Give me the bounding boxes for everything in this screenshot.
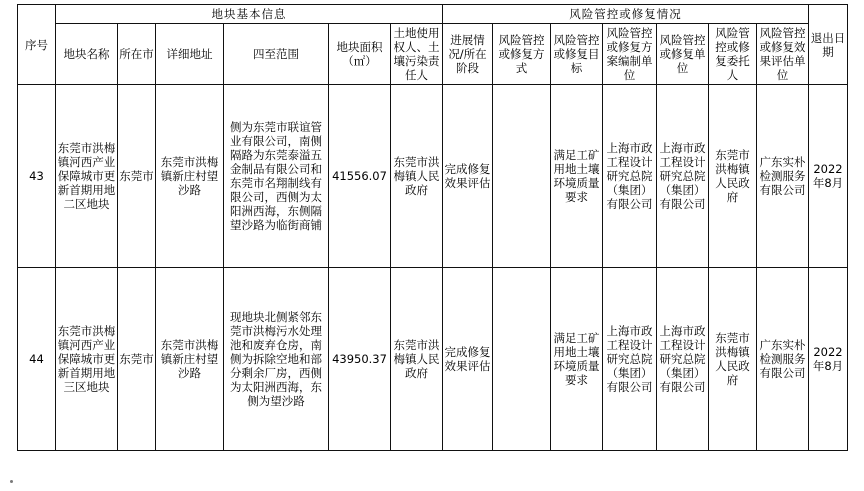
cell-responsible <box>391 85 443 268</box>
header-label-date: 退出日期 <box>810 30 846 59</box>
cell-value-responsible: 东莞市洪梅镇人民政府 <box>393 155 440 198</box>
cell-value-plot-name: 东莞市洪梅镇河西产业保障城市更新首期用地三区地块 <box>57 324 116 395</box>
cell-value-target: 满足工矿用地土壤环境质量要求 <box>553 331 600 388</box>
header-cell-boundary <box>224 24 329 85</box>
table-row <box>18 85 848 268</box>
cell-value-area: 41556.07 <box>332 169 387 184</box>
group-header-risk-control <box>443 5 809 24</box>
cell-value-boundary: 侧为东莞市联谊管业有限公司，南侧隔路为东莞泰溢五金制品有限公司和东莞市名翔制线有限公司，西侧为太阳洲西海，东侧隔望沙路为临街商铺 <box>230 120 322 233</box>
cell-value-address: 东莞市洪梅镇新庄村望沙路 <box>160 155 219 198</box>
cell-date <box>809 85 848 268</box>
header-cell-seq <box>18 5 56 85</box>
cell-plot-name <box>56 268 118 451</box>
header-cell-area <box>329 24 391 85</box>
cell-impl-unit <box>657 268 709 451</box>
cell-progress <box>443 85 493 268</box>
cell-eval-unit <box>757 268 809 451</box>
cell-plot-name <box>56 85 118 268</box>
cell-value-seq: 44 <box>29 352 44 367</box>
cell-date <box>809 268 848 451</box>
document-sheet <box>0 4 864 491</box>
cell-impl-unit <box>657 85 709 268</box>
header-label-address: 详细地址 <box>166 47 213 62</box>
header-cell-risk-mode <box>493 24 551 85</box>
cell-target <box>551 85 603 268</box>
cell-client <box>709 268 757 451</box>
header-label-boundary: 四至范围 <box>253 47 299 62</box>
cell-plan-unit <box>603 268 657 451</box>
cell-plan-unit <box>603 85 657 268</box>
cell-value-impl-unit: 上海市政工程设计研究总院（集团）有限公司 <box>659 324 706 395</box>
cell-value-client: 东莞市洪梅镇人民政府 <box>715 148 750 205</box>
cell-boundary <box>224 85 329 268</box>
header-cell-responsible <box>391 24 443 85</box>
cell-value-progress: 完成修复效果评估 <box>444 162 491 191</box>
header-label-area: 地块面积（㎡） <box>336 40 383 69</box>
header-label-seq: 序号 <box>25 37 48 52</box>
plot-remediation-table <box>17 4 848 451</box>
cell-value-target: 满足工矿用地土壤环境质量要求 <box>553 148 600 205</box>
cell-area <box>329 85 391 268</box>
header-cell-date <box>809 5 848 85</box>
cell-value-city: 东莞市 <box>119 352 154 367</box>
cell-value-plan-unit: 上海市政工程设计研究总院（集团）有限公司 <box>606 141 653 212</box>
cell-seq <box>18 268 56 451</box>
header-label-impl-unit: 风险管控或修复单位 <box>659 33 706 76</box>
cell-value-address: 东莞市洪梅镇新庄村望沙路 <box>160 338 219 381</box>
header-cell-progress <box>443 24 493 85</box>
column-header-row <box>18 24 848 85</box>
cell-value-responsible: 东莞市洪梅镇人民政府 <box>393 338 440 381</box>
cell-target <box>551 268 603 451</box>
cell-city <box>118 85 156 268</box>
cell-value-plan-unit: 上海市政工程设计研究总院（集团）有限公司 <box>606 324 653 395</box>
cell-client <box>709 85 757 268</box>
group-header-risk-control-label: 风险管控或修复情况 <box>569 7 682 21</box>
header-cell-city <box>118 24 156 85</box>
header-label-plot-name: 地块名称 <box>63 47 110 62</box>
cell-responsible <box>391 268 443 451</box>
header-label-responsible: 土地使用权人、土壤污染责任人 <box>393 26 440 83</box>
group-header-row <box>18 5 848 24</box>
cell-address <box>156 85 224 268</box>
header-cell-target <box>551 24 603 85</box>
cell-value-impl-unit: 上海市政工程设计研究总院（集团）有限公司 <box>659 141 706 212</box>
cell-progress <box>443 268 493 451</box>
cell-value-seq: 43 <box>29 169 44 184</box>
header-label-progress: 进展情况/所在阶段 <box>448 33 487 76</box>
cell-value-city: 东莞市 <box>119 169 154 184</box>
cell-area <box>329 268 391 451</box>
table-row <box>18 268 848 451</box>
cell-value-date: 2022年8月 <box>812 162 844 191</box>
cell-value-date: 2022年8月 <box>812 345 844 374</box>
cell-address <box>156 268 224 451</box>
header-label-client: 风险管控或修复委托人 <box>715 26 750 83</box>
cell-risk-mode <box>493 85 551 268</box>
cell-value-boundary: 现地块北侧紧邻东莞市洪梅污水处理池和废弃仓房，南侧为拆除空地和部分剩余厂房，西侧为太阳洲西海，东侧为望沙路 <box>230 310 322 409</box>
cell-value-plot-name: 东莞市洪梅镇河西产业保障城市更新首期用地二区地块 <box>57 141 116 212</box>
cell-risk-mode <box>493 268 551 451</box>
cell-value-progress: 完成修复效果评估 <box>444 345 491 374</box>
header-label-eval-unit: 风险管控或修复效果评估单位 <box>759 26 806 83</box>
header-label-risk-mode: 风险管控或修复方式 <box>498 33 545 76</box>
cell-value-eval-unit: 广东实朴检测服务有限公司 <box>759 338 806 381</box>
header-cell-plot-name <box>56 24 118 85</box>
cell-city <box>118 268 156 451</box>
group-header-basic-info-label: 地块基本信息 <box>211 7 287 21</box>
header-label-plan-unit: 风险管控或修复方案编制单位 <box>606 26 653 83</box>
header-cell-client <box>709 24 757 85</box>
header-cell-address <box>156 24 224 85</box>
cell-boundary <box>224 268 329 451</box>
cell-eval-unit <box>757 85 809 268</box>
cell-value-area: 43950.37 <box>332 352 387 367</box>
cell-value-client: 东莞市洪梅镇人民政府 <box>715 331 750 388</box>
header-label-city: 所在市 <box>119 47 154 62</box>
group-header-basic-info <box>56 5 443 24</box>
header-label-target: 风险管控或修复目标 <box>553 33 600 76</box>
cell-seq <box>18 85 56 268</box>
page-corner-mark <box>10 480 13 483</box>
cell-value-eval-unit: 广东实朴检测服务有限公司 <box>759 155 806 198</box>
header-cell-impl-unit <box>657 24 709 85</box>
header-cell-eval-unit <box>757 24 809 85</box>
header-cell-plan-unit <box>603 24 657 85</box>
